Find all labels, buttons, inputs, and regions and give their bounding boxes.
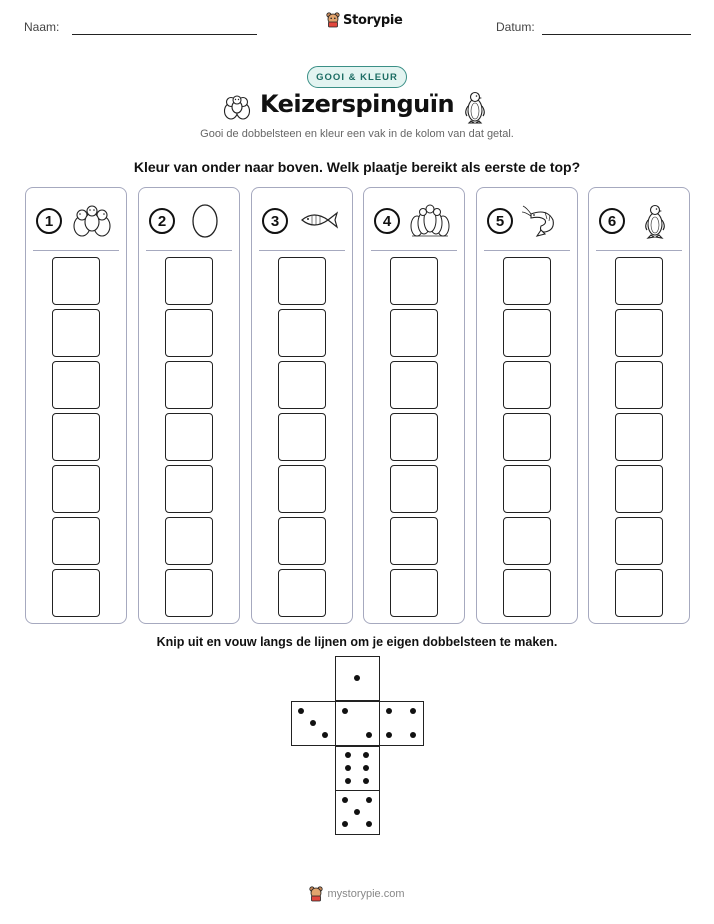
dice-column-6 — [588, 187, 690, 624]
column-divider — [371, 250, 457, 251]
instruction-text: Kleur van onder naar boven. Welk plaatje bereikt als eerste de top? — [133, 159, 581, 175]
column-header — [139, 200, 239, 240]
color-box[interactable] — [615, 309, 663, 357]
dice-pip — [345, 765, 351, 771]
dice-pip — [386, 708, 392, 714]
dice-pip — [363, 778, 369, 784]
color-box[interactable] — [165, 569, 213, 617]
dice-pip — [345, 778, 351, 784]
column-header — [364, 200, 464, 240]
column-divider — [259, 250, 345, 251]
page-title: Keizerspinguïn — [259, 90, 455, 118]
dice-column-4 — [363, 187, 465, 624]
dice-face-3 — [291, 701, 336, 746]
color-box[interactable] — [615, 569, 663, 617]
dice-pip — [298, 708, 304, 714]
dice-pip — [342, 821, 348, 827]
column-number: 4 — [374, 208, 400, 234]
penguin-icon — [633, 200, 677, 240]
color-box[interactable] — [278, 465, 326, 513]
dice-pip — [386, 732, 392, 738]
shrimp-icon — [521, 200, 565, 240]
cut-instruction: Knip uit en vouw langs de lijnen om je eigen dobbelsteen te maken. — [156, 635, 558, 649]
color-box[interactable] — [390, 569, 438, 617]
dice-column-5 — [476, 187, 578, 624]
dice-pip — [410, 708, 416, 714]
dice-pip — [354, 809, 360, 815]
dice-face-4 — [379, 701, 424, 746]
dice-pip — [410, 732, 416, 738]
dice-pip — [322, 732, 328, 738]
dice-pip — [354, 675, 360, 681]
dice-pip — [342, 708, 348, 714]
color-box[interactable] — [503, 465, 551, 513]
column-divider — [33, 250, 119, 251]
color-box[interactable] — [52, 569, 100, 617]
color-box[interactable] — [503, 309, 551, 357]
color-box[interactable] — [615, 465, 663, 513]
color-box[interactable] — [52, 309, 100, 357]
color-box[interactable] — [503, 257, 551, 305]
bear-logo-icon — [326, 12, 340, 28]
color-box[interactable] — [165, 413, 213, 461]
column-divider — [484, 250, 570, 251]
column-header — [26, 200, 126, 240]
color-box[interactable] — [165, 257, 213, 305]
dice-face-2 — [335, 701, 380, 746]
page-subtitle: Gooi de dobbelsteen en kleur een vak in de kolom van dat getal. — [200, 128, 514, 140]
color-box[interactable] — [278, 309, 326, 357]
color-box[interactable] — [390, 517, 438, 565]
dice-pip — [345, 752, 351, 758]
color-box[interactable] — [165, 361, 213, 409]
color-box[interactable] — [390, 413, 438, 461]
column-number: 6 — [599, 208, 625, 234]
dice-pip — [310, 720, 316, 726]
column-header — [252, 200, 352, 240]
column-header — [477, 200, 577, 240]
color-box[interactable] — [615, 361, 663, 409]
color-box[interactable] — [615, 413, 663, 461]
name-line[interactable] — [72, 34, 257, 35]
color-box[interactable] — [165, 309, 213, 357]
color-box[interactable] — [278, 517, 326, 565]
logo-text: Storypie — [343, 12, 403, 28]
dice-pip — [363, 752, 369, 758]
egg-icon — [183, 200, 227, 240]
dice-face-5 — [335, 790, 380, 835]
penguin-title-icon — [462, 90, 488, 124]
color-box[interactable] — [390, 309, 438, 357]
column-divider — [146, 250, 232, 251]
dice-pip — [342, 797, 348, 803]
color-box[interactable] — [615, 517, 663, 565]
date-line[interactable] — [542, 34, 691, 35]
bear-footer-icon — [309, 886, 323, 902]
dice-pip — [366, 732, 372, 738]
fish-icon — [296, 200, 340, 240]
color-box[interactable] — [503, 361, 551, 409]
color-box[interactable] — [390, 361, 438, 409]
penguin-family-icon — [70, 200, 114, 240]
footer — [0, 886, 714, 902]
color-box[interactable] — [52, 257, 100, 305]
column-number: 1 — [36, 208, 62, 234]
color-box[interactable] — [390, 257, 438, 305]
dice-pip — [366, 821, 372, 827]
column-number: 5 — [487, 208, 513, 234]
dice-column-2 — [138, 187, 240, 624]
color-box[interactable] — [165, 465, 213, 513]
penguin-huddle-icon — [408, 200, 452, 240]
column-divider — [596, 250, 682, 251]
color-box[interactable] — [503, 517, 551, 565]
dice-face-6 — [335, 746, 380, 791]
column-number: 2 — [149, 208, 175, 234]
color-box[interactable] — [278, 257, 326, 305]
footer-url: mystorypie.com — [327, 888, 405, 900]
dice-face-1 — [335, 656, 380, 701]
color-box[interactable] — [278, 361, 326, 409]
color-box[interactable] — [503, 569, 551, 617]
color-box[interactable] — [165, 517, 213, 565]
color-box[interactable] — [278, 413, 326, 461]
dice-column-1 — [25, 187, 127, 624]
dice-pip — [366, 797, 372, 803]
color-box[interactable] — [278, 569, 326, 617]
category-badge: GOOI & KLEUR — [307, 66, 407, 88]
color-box[interactable] — [615, 257, 663, 305]
column-number: 3 — [262, 208, 288, 234]
name-label: Naam: — [24, 20, 60, 34]
color-box[interactable] — [52, 465, 100, 513]
storypie-logo — [326, 12, 403, 28]
dice-column-3 — [251, 187, 353, 624]
color-box[interactable] — [52, 361, 100, 409]
column-header — [589, 200, 689, 240]
color-box[interactable] — [503, 413, 551, 461]
color-box[interactable] — [390, 465, 438, 513]
color-box[interactable] — [52, 413, 100, 461]
color-box[interactable] — [52, 517, 100, 565]
dice-pip — [363, 765, 369, 771]
date-label: Datum: — [496, 20, 535, 34]
